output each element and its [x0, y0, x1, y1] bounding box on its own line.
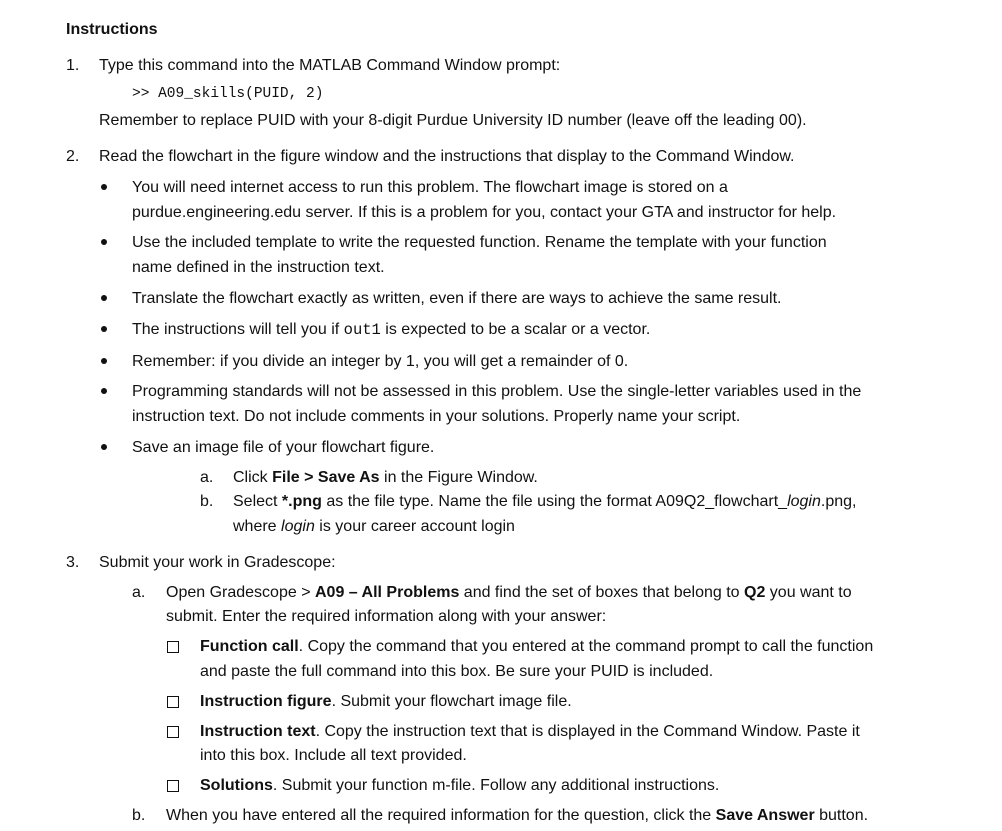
- checklist-2-rest: . Submit your flowchart image file.: [331, 693, 572, 710]
- substep-2b-ital: login: [787, 493, 821, 510]
- checklist-4-line-1: [200, 776, 719, 796]
- checkbox-icon: [167, 726, 179, 738]
- substep-3a-bold: A09 – All Problems: [314, 584, 460, 601]
- bullet-6-line-2: instruction text. Do not include comments in your solutions. Properly name your script.: [132, 408, 741, 425]
- step-3-text: Submit your work in Gradescope:: [99, 554, 336, 571]
- substep-3a-line-1: [166, 583, 852, 603]
- step-1-text: Type this command into the MATLAB Command Window prompt:: [99, 57, 561, 74]
- bullet-icon: [101, 184, 107, 190]
- substep-3a-pre: Open Gradescope >: [166, 584, 315, 601]
- substep-2b-pre: Select: [233, 493, 282, 510]
- step-2-number: 2.: [66, 148, 80, 165]
- step-1-note: Remember to replace PUID with your 8-digit Purdue University ID number (leave off the leading 00).: [99, 112, 807, 129]
- bullet-icon: [101, 295, 107, 301]
- bullet-2-line-2: name defined in the instruction text.: [132, 259, 385, 276]
- bullet-4-text-post: is expected to be a scalar or a vector.: [380, 321, 651, 338]
- checklist-3-line-1: [200, 722, 860, 742]
- substep-3a-line-2: submit. Enter the required information along with your answer:: [166, 608, 607, 625]
- bullet-1-line-2: purdue.engineering.edu server. If this is a problem for you, contact your GTA and instructor for help.: [132, 204, 837, 221]
- substep-2b-bold: *.png: [281, 493, 322, 510]
- bullet-icon: [101, 388, 107, 394]
- checklist-1-rest: . Copy the command that you entered at the command prompt to call the function: [298, 638, 874, 655]
- step-1-number: 1.: [66, 57, 80, 74]
- page-title: Instructions: [66, 21, 158, 38]
- substep-2b-line2-ital: login: [281, 518, 315, 535]
- substep-2a-text: [233, 468, 538, 488]
- checklist-3-rest: . Copy the instruction text that is displayed in the Command Window. Paste it: [315, 723, 860, 740]
- substep-2b-line-1: [233, 492, 856, 512]
- substep-3a-mid: and find the set of boxes that belong to: [459, 584, 744, 601]
- substep-3b-letter: b.: [132, 807, 146, 824]
- bullet-6-line-1: Programming standards will not be assessed in this problem. Use the single-letter variables used in the: [132, 383, 862, 400]
- substep-2b-post: .png,: [820, 493, 857, 510]
- substep-2b-line2-post: is your career account login: [314, 518, 515, 535]
- bullet-5-line-1: Remember: if you divide an integer by 1, you will get a remainder of 0.: [132, 353, 629, 370]
- checklist-1-line-1: [200, 637, 873, 657]
- substep-2b-mid: as the file type. Name the file using the format A09Q2_flowchart_: [321, 493, 788, 510]
- bullet-4-line-1: [132, 320, 650, 340]
- substep-3a-letter: a.: [132, 584, 146, 601]
- substep-3b-bold: Save Answer: [715, 807, 815, 824]
- bullet-7-line-1: Save an image file of your flowchart figure.: [132, 439, 435, 456]
- bullet-4-text-pre: The instructions will tell you if: [132, 321, 344, 338]
- bullet-3-line-1: Translate the flowchart exactly as written, even if there are ways to achieve the same result.: [132, 290, 782, 307]
- substep-3b-post: button.: [814, 807, 869, 824]
- substep-3b-line-1: [166, 806, 868, 826]
- checklist-4-bold: Solutions: [200, 777, 273, 794]
- substep-2a-post: in the Figure Window.: [379, 469, 538, 486]
- command-code: >> A09_skills(PUID, 2): [132, 86, 324, 102]
- substep-3a-bold2: Q2: [744, 584, 766, 601]
- checkbox-icon: [167, 696, 179, 708]
- substep-2a-bold: File > Save As: [272, 469, 380, 486]
- substep-2b-line-2: [233, 517, 515, 537]
- step-3-number: 3.: [66, 554, 80, 571]
- bullet-icon: [101, 358, 107, 364]
- bullet-1-line-1: You will need internet access to run this problem. The flowchart image is stored on a: [132, 179, 728, 196]
- checkbox-icon: [167, 641, 179, 653]
- checklist-2-line-1: [200, 692, 572, 712]
- substep-2b-letter: b.: [200, 493, 214, 510]
- out1-code: out1: [343, 321, 381, 339]
- checklist-2-bold: Instruction figure: [200, 693, 332, 710]
- checkbox-icon: [167, 780, 179, 792]
- substep-2b-line2-pre: where: [233, 518, 282, 535]
- checklist-4-rest: . Submit your function m-file. Follow any additional instructions.: [272, 777, 720, 794]
- substep-3a-post: you want to: [765, 584, 852, 601]
- checklist-3-bold: Instruction text: [200, 723, 316, 740]
- bullet-icon: [101, 239, 107, 245]
- bullet-icon: [101, 326, 107, 332]
- checklist-1-line-2: and paste the full command into this box. Be sure your PUID is included.: [200, 663, 714, 680]
- checklist-1-bold: Function call: [200, 638, 299, 655]
- substep-2a-pre: Click: [233, 469, 273, 486]
- checklist-3-line-2: into this box. Include all text provided.: [200, 747, 467, 764]
- bullet-2-line-1: Use the included template to write the requested function. Rename the template with your function: [132, 234, 827, 251]
- substep-2a-letter: a.: [200, 469, 214, 486]
- substep-3b-pre: When you have entered all the required information for the question, click the: [166, 807, 716, 824]
- bullet-icon: [101, 444, 107, 450]
- step-2-text: Read the flowchart in the figure window and the instructions that display to the Command Window.: [99, 148, 795, 165]
